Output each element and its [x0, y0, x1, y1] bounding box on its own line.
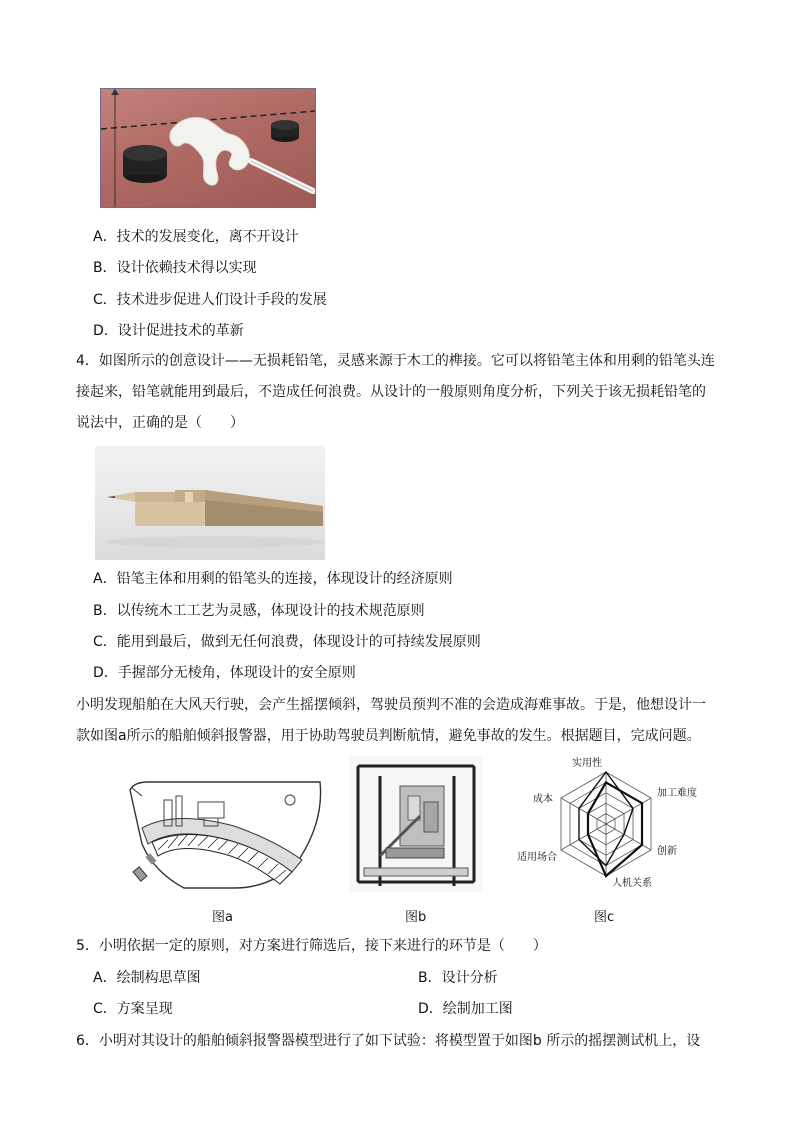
q3-option-c[interactable]: C．技术进步促进人们设计手段的发展 — [93, 292, 327, 308]
radar-axis-label: 成本 — [532, 794, 553, 805]
radar-axis-label: 实用性 — [572, 758, 602, 769]
pencil-photo — [95, 446, 325, 560]
caption-figure-a: 图a — [212, 910, 233, 925]
caption-figure-c: 图c — [594, 910, 615, 925]
q5-option-c[interactable]: C．方案呈现 — [93, 1001, 173, 1017]
radar-axis-line — [606, 824, 651, 850]
swing-test-machine — [350, 756, 482, 892]
figure-a — [124, 780, 324, 892]
q3-option-d[interactable]: D．设计促进技术的革新 — [93, 323, 244, 339]
3d-printing-photo — [100, 88, 316, 208]
q4-stem-line-1: 4．如图所示的创意设计——无损耗铅笔，灵感来源于木工的榫接。它可以将铅笔主体和用剩的铅笔头连 — [76, 353, 715, 369]
radar-axis-label: 适用场合 — [516, 852, 557, 863]
evaluation-radar-chart — [510, 756, 725, 892]
q5-stem: 5．小明依据一定的原则，对方案进行筛选后，接下来进行的环节是（ ） — [76, 938, 547, 954]
pencil-illustration — [95, 446, 325, 560]
figure-b — [350, 756, 482, 892]
q4-stem-line-2: 接起来，铅笔就能用到最后，不造成任何浪费。从设计的一般原则角度分析，下列关于该无损耗铅笔的 — [76, 384, 706, 400]
radar-axis-label: 加工难度 — [657, 788, 698, 799]
ship-alarm-cross-section — [124, 780, 324, 892]
q5-option-d[interactable]: D．绘制加工图 — [418, 1001, 513, 1017]
q6-stem: 6．小明对其设计的船舶倾斜报警器模型进行了如下试验：将模型置于如图b 所示的摇摆测试机上，设 — [76, 1033, 701, 1049]
figure-c — [510, 756, 725, 892]
q5-option-b[interactable]: B．设计分析 — [418, 970, 498, 986]
intro-line-2: 款如图a所示的船舶倾斜报警器，用于协助驾驶员判断航情，避免事故的发生。根据题目，完成问题。 — [76, 728, 701, 744]
q4-stem-line-3: 说法中，正确的是（ ） — [76, 415, 244, 431]
q4-option-b[interactable]: B．以传统木工工艺为灵感，体现设计的技术规范原则 — [93, 603, 425, 619]
q5-option-a[interactable]: A．绘制构思草图 — [93, 970, 201, 986]
q4-option-c[interactable]: C．能用到最后，做到无任何浪费，体现设计的可持续发展原则 — [93, 634, 481, 650]
q4-option-d[interactable]: D．手握部分无棱角，体现设计的安全原则 — [93, 665, 356, 681]
radar-axis-label: 人机关系 — [612, 878, 652, 889]
radar-axis-label: 创新 — [657, 846, 678, 857]
radar-axis-line — [561, 824, 606, 850]
intro-line-1: 小明发现船舶在大风天行驶，会产生摇摆倾斜，驾驶员预判不准的会造成海难事故。于是，他想设计一 — [76, 697, 706, 713]
q3-option-a[interactable]: A．技术的发展变化，离不开设计 — [93, 229, 299, 245]
q4-option-a[interactable]: A．铅笔主体和用剩的铅笔头的连接，体现设计的经济原则 — [93, 571, 453, 587]
caption-figure-b: 图b — [405, 910, 427, 925]
3d-printing-illustration — [101, 89, 315, 207]
q3-option-b[interactable]: B．设计依赖技术得以实现 — [93, 260, 257, 276]
